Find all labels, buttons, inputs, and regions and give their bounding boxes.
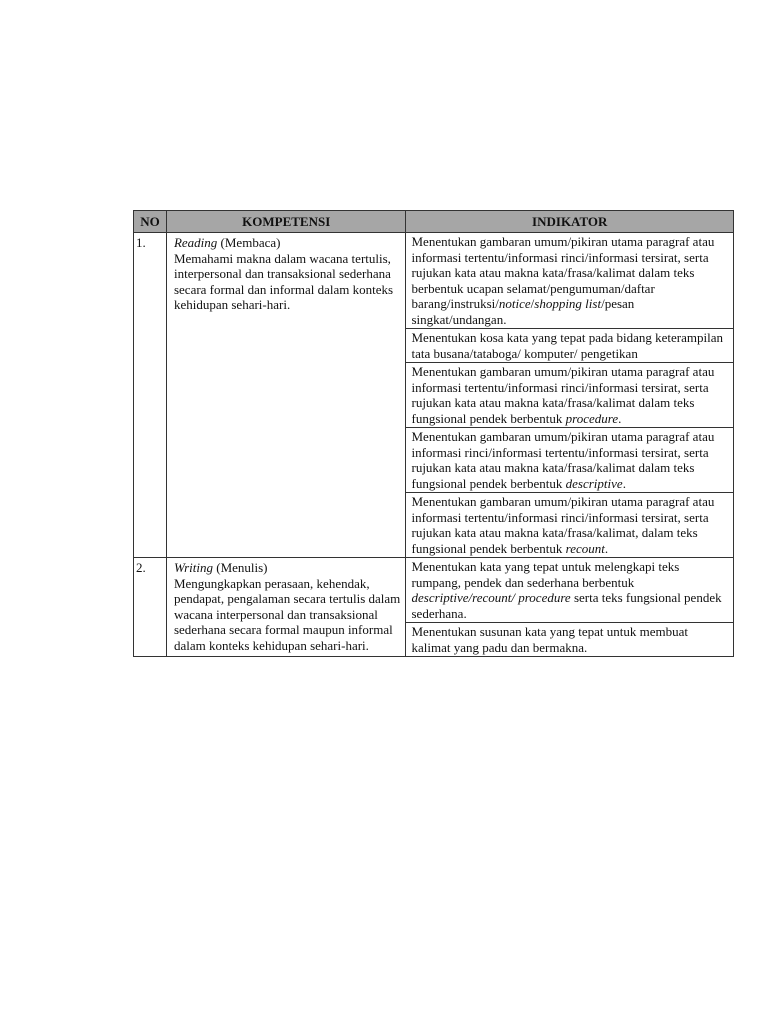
indicator-text bbox=[411, 429, 729, 491]
row-number: 2. bbox=[134, 558, 167, 657]
competency-cell bbox=[166, 233, 406, 558]
indicator-text bbox=[411, 559, 729, 621]
indicator-cell bbox=[406, 329, 734, 363]
indicator-cell bbox=[406, 493, 734, 558]
indicator-text-part: / bbox=[530, 296, 535, 311]
indicator-text-part: Menentukan gambaran umum/pikiran utama paragraf atau informasi rinci/informasi tertentu/informasi tersirat, serta rujukan kata atau makna kata/frasa/kalimat dalam teks fungsional pendek berbentuk bbox=[411, 429, 715, 491]
indicator-text-part: . bbox=[618, 410, 622, 426]
indicator-cell bbox=[406, 623, 734, 657]
skill-title bbox=[174, 560, 402, 576]
indicator-cell bbox=[406, 233, 734, 329]
indicator-text-part: . bbox=[622, 475, 626, 491]
indicator-text-part: Menentukan susunan kata yang tepat untuk membuat kalimat yang padu dan bermakna. bbox=[411, 624, 689, 655]
indicator-cell bbox=[406, 363, 734, 428]
indicator-text-italic: notice bbox=[498, 296, 531, 311]
competency-description: Memahami makna dalam wacana tertulis, interpersonal dan transaksional sederhana secara formal dan informal dalam konteks kehidupan sehari-hari. bbox=[173, 250, 394, 312]
row-number: 1. bbox=[134, 233, 167, 558]
skill-title-en: Writing bbox=[173, 560, 213, 575]
header-indikator: INDIKATOR bbox=[406, 211, 734, 233]
header-kompetensi: KOMPETENSI bbox=[166, 211, 406, 233]
skill-title-en: Reading bbox=[173, 235, 218, 250]
indicator-text bbox=[411, 364, 729, 426]
competency-description: Mengungkapkan perasaan, kehendak, pendapat, pengalaman secara tertulis dalam wacana interpersonal dan transaksional sederhana secara formal maupun informal dalam konteks kehidupan sehari-hari. bbox=[173, 575, 401, 653]
indicator-text-part: /pesan singkat/undangan. bbox=[411, 296, 635, 327]
indicator-text-part: Menentukan gambaran umum/pikiran utama paragraf atau informasi tertentu/informasi rinci/informasi tersirat, serta rujukan kata atau makna kata/frasa/kalimat dalam teks berbentuk ucapan selamat/pengumuman/daftar barang/instruksi/ bbox=[411, 234, 715, 311]
indicator-text bbox=[411, 234, 729, 327]
indicator-text-italic: recount bbox=[565, 540, 605, 556]
indicator-cell bbox=[406, 428, 734, 493]
indicator-text-italic: shopping list bbox=[534, 296, 602, 311]
indicator-text bbox=[411, 624, 729, 655]
table-row bbox=[134, 558, 734, 623]
indicator-text-italic: descriptive bbox=[565, 475, 623, 491]
indicator-text-italic: descriptive/recount/ procedure bbox=[411, 590, 571, 605]
indicator-text bbox=[411, 494, 729, 556]
header-no: NO bbox=[134, 211, 167, 233]
indicator-text bbox=[411, 330, 729, 361]
competency-cell bbox=[166, 558, 406, 657]
table-header-row bbox=[134, 211, 734, 233]
indicator-text-part: Menentukan gambaran umum/pikiran utama paragraf atau informasi tertentu/informasi rinci/informasi tersirat, serta rujukan kata atau makna kata/frasa/kalimat, dalam teks fungsional pendek berbentuk bbox=[411, 494, 715, 556]
indicator-text-part: Menentukan kata yang tepat untuk melengkapi teks rumpang, pendek dan sederhana berbentuk bbox=[411, 559, 680, 590]
table-row bbox=[134, 233, 734, 329]
competency-table bbox=[133, 210, 734, 657]
indicator-text-part: Menentukan gambaran umum/pikiran utama paragraf atau informasi tertentu/informasi rinci/informasi tersirat, serta rujukan kata atau makna kata/frasa/kalimat dalam teks fungsional pendek berbentuk bbox=[411, 364, 715, 426]
indicator-cell bbox=[406, 558, 734, 623]
indicator-text-part: serta teks fungsional pendek sederhana. bbox=[411, 590, 722, 621]
skill-title-id: (Menulis) bbox=[212, 560, 268, 575]
indicator-text-italic: procedure bbox=[565, 410, 619, 426]
skill-title bbox=[174, 235, 402, 251]
skill-title-id: (Membaca) bbox=[217, 235, 281, 250]
indicator-text-part: . bbox=[604, 540, 609, 556]
indicator-text-part: Menentukan kosa kata yang tepat pada bidang keterampilan tata busana/tataboga/ komputer/ pengetikan bbox=[411, 330, 724, 361]
